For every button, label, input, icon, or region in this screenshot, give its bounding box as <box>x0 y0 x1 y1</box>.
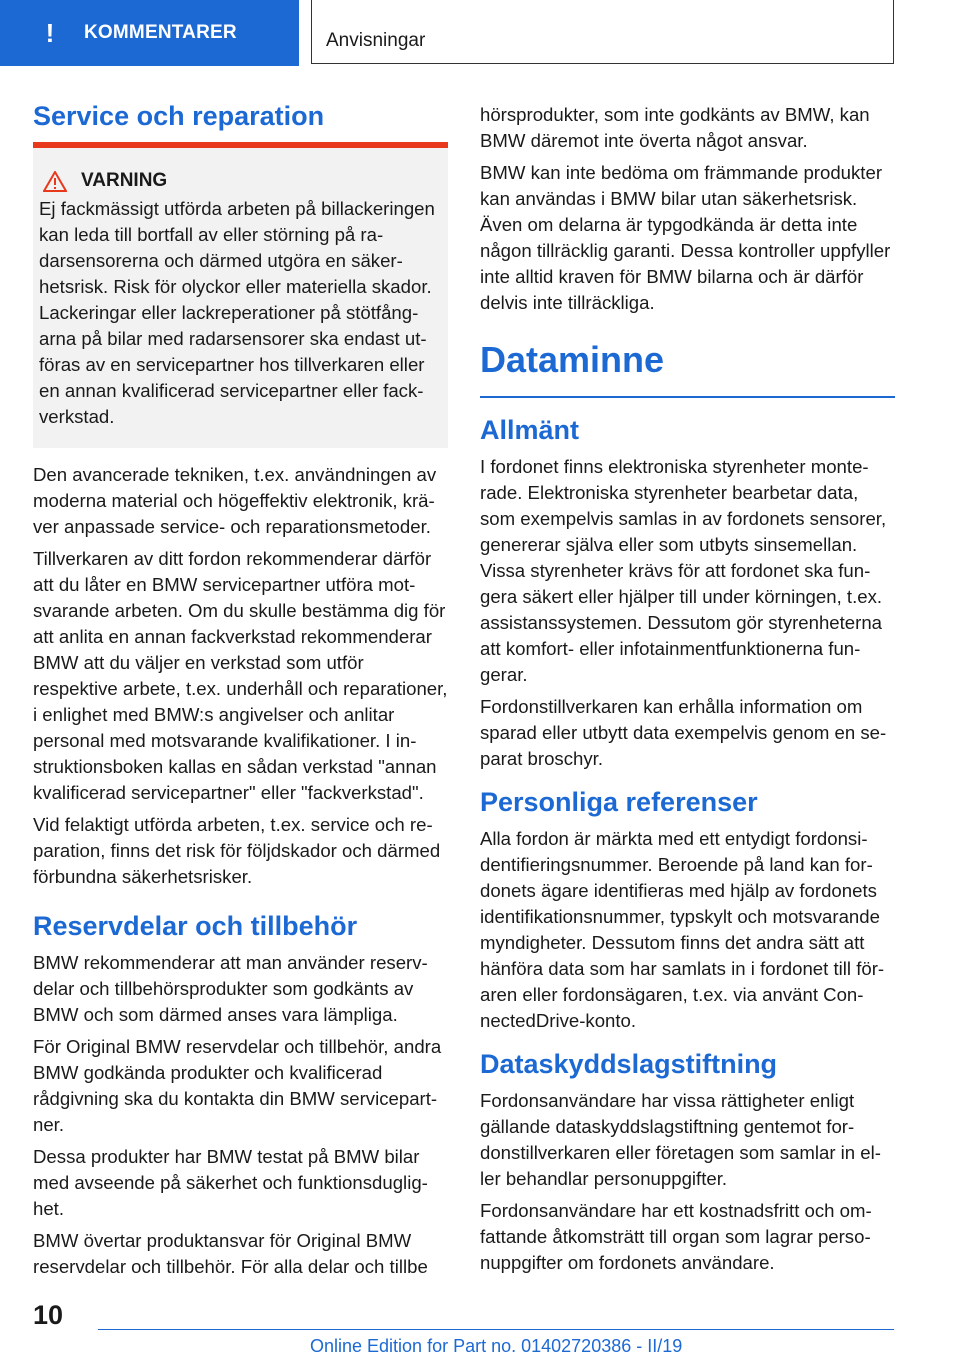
tab-instructions <box>311 0 894 64</box>
paragraph: BMW kan inte bedöma om främmande produkter kan användas i BMW bilar utan säkerhetsrisk. Även om delarna är typgodkända är detta inte någon tillräcklig garanti. Dessa kontroller uppfyller inte alltid kraven för BMW bilarna och är därför delvis inte tillräckliga. <box>480 162 891 313</box>
footer-edition: Online Edition for Part no. 01402720386 - II/19 <box>310 1336 683 1356</box>
paragraph: BMW övertar produktansvar för Original BMW reservdelar och tillbehör. För alla delar och tillbe <box>33 1230 428 1277</box>
warning-triangle-icon <box>43 171 67 192</box>
heading-parts: Reservdelar och tillbehör <box>33 911 358 941</box>
tab-instructions-label: Anvisningar <box>326 30 426 51</box>
paragraph: Alla fordon är märkta med ett entydigt fordonsidentifieringsnummer. Beroende på land kan fordonets ägare identifieras med hjälp av fordonets identifikationsnummer, typskylt och motsvarande myndigheter. Dessutom finns det andra sätt att hänföra data som har samlats in i fordonet till föraren eller fordonsägaren, t.ex. via använt ConnectedDrive-konto. <box>480 827 885 1031</box>
paragraph: Vid felaktigt utförda arbeten, t.ex. service och reparation, finns det risk för följdskador och därmed förbundna säkerhetsrisker. <box>33 814 441 887</box>
paragraph: Fordonsanvändare har vissa rättigheter enligt gällande dataskyddslagstiftning gentemot fordonstillverkaren eller företagen som samlar in eller behandlar personuppgifter. <box>480 1089 881 1189</box>
paragraph: Den avancerade tekniken, t.ex. användningen av moderna material och högeffektiv elektronik, kräver anpassade service- och reparationsmetoder. <box>33 464 437 537</box>
warning-title <box>39 170 440 192</box>
tab-comments <box>0 0 299 66</box>
heading-data-protection: Dataskyddslagstiftning <box>480 1048 778 1079</box>
page-header <box>0 0 960 66</box>
exclamation-icon: ! <box>45 17 55 48</box>
paragraph: Tillverkaren av ditt fordon rekommenderar därför att du låter en BMW servicepartner utföra motsvarande arbeten. Om du skulle bestämma dig för att anlita en annan fackverkstad rekommenderar BMW att du väljer en verkstad som utför respektive arbete, t.ex. underhåll och reparationer, i enlighet med BMW:s angivelser och anlitar personal med motsvarande kvalifikationer. I instruktionsboken kallas en sådan verkstad "annan kvalificerad servicepartner" eller "fackverkstad". <box>33 548 448 803</box>
paragraph: I fordonet finns elektroniska styrenheter monterade. Elektroniska styrenheter bearbetar data, som exempelvis samlas in av fordonets sensorer, genererar själva eller som utbyts sinsemellan. Vissa styrenheter krävs för att fordonet ska fungera säkert eller hjälper till under körningen, t.ex. assistanssystemen. Dessutom gör styrenheterna att komfort- eller infotainmentfunktionerna fungerar. <box>480 455 887 685</box>
paragraph: BMW rekommenderar att man använder reservdelar och tillbehörsprodukter som godkänts av BMW och som därmed anses vara lämpliga. <box>33 952 428 1025</box>
warning-box <box>33 148 448 448</box>
heading-rule <box>480 396 895 398</box>
heading-personal-references: Personliga referenser <box>480 786 758 817</box>
right-column <box>480 102 895 1282</box>
paragraph: Fordonstillverkaren kan erhålla information om sparad eller utbytt data exempelvis genom en separat broschyr. <box>480 695 887 769</box>
paragraph: Fordonsanvändare har ett kostnadsfritt och omfattande åtkomsträtt till organ som lagrar personuppgifter om fordonets användare. <box>480 1199 872 1273</box>
tab-comments-label: KOMMENTARER <box>84 22 237 43</box>
paragraph: För Original BMW reservdelar och tillbehör, andra BMW godkända produkter och kvalificerad rådgivning ska du kontakta din BMW servicepartner. <box>33 1036 442 1135</box>
left-column <box>33 98 448 1286</box>
paragraph: hörsprodukter, som inte godkänts av BMW, kan BMW däremot inte överta något ansvar. <box>480 104 870 151</box>
heading-service: Service och reparation <box>33 101 325 131</box>
page-number: 10 <box>33 1300 64 1330</box>
heading-data-memory: Dataminne <box>480 339 665 380</box>
heading-general: Allmänt <box>480 414 580 445</box>
warning-title-label: VARNING <box>81 170 168 191</box>
warning-text: Ej fackmässigt utförda arbeten på billackeringen kan leda till bortfall av eller störning på radarsensorerna och därmed utgöra en säkerhetsrisk. Risk för olyckor eller materiella skador. Lackeringar eller lackreperationer på stötfångarna på bilar med radarsensorer ska endast utföras av en servicepartner hos tillverkaren eller en annan kvalificerad servicepartner eller fackverkstad. <box>39 198 435 427</box>
footer-rule <box>98 1329 894 1330</box>
paragraph: Dessa produkter har BMW testat på BMW bilar med avseende på säkerhet och funktionsduglighet. <box>33 1146 428 1219</box>
